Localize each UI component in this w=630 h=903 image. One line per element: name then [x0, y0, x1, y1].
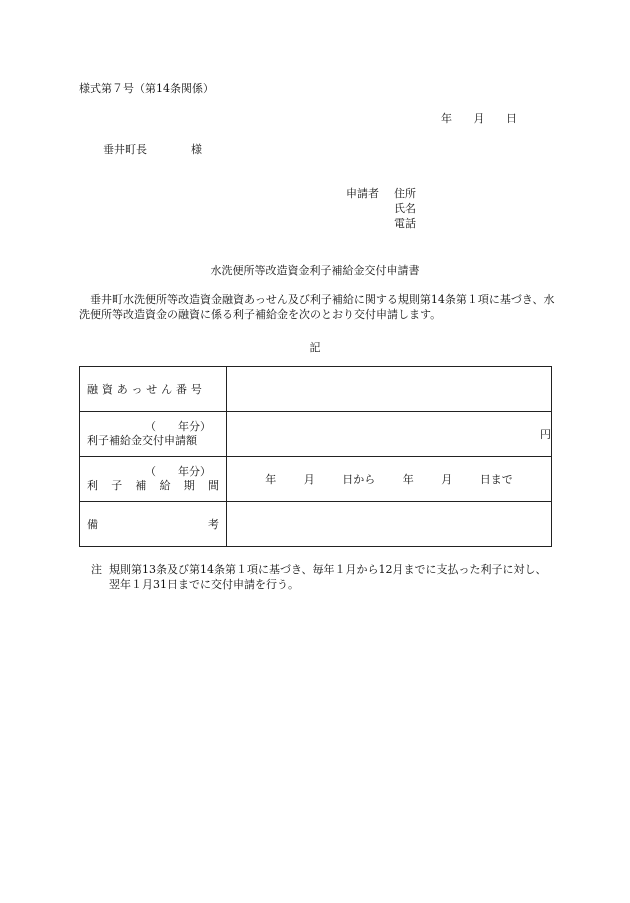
applicant-name-field[interactable]: 氏名: [394, 202, 416, 215]
subsidy-amount-title: 利子補給金交付申請額: [87, 434, 197, 447]
subsidy-amount-cell[interactable]: [227, 412, 552, 457]
remarks-label: 備 考: [80, 502, 227, 547]
ki-heading: 記: [309, 341, 321, 354]
date-month: 月: [473, 112, 485, 125]
yen-unit: 円: [540, 428, 551, 441]
date-line: [441, 110, 535, 126]
subsidy-period-label: [80, 457, 227, 502]
remarks-cell[interactable]: [227, 502, 552, 547]
date-day: 日: [506, 112, 517, 125]
addressee-name: 垂井町長: [103, 143, 147, 156]
addressee-honorific: 様: [191, 143, 202, 156]
loan-number-label: 融資あっせん番号: [80, 367, 227, 412]
note: [79, 562, 557, 592]
loan-number-cell[interactable]: [227, 367, 552, 412]
table-row: [80, 367, 552, 412]
application-table: [79, 366, 552, 547]
table-row: [80, 412, 552, 457]
table-row: [80, 502, 552, 547]
subsidy-amount-year: （ 年分）: [145, 420, 211, 433]
body-text: 垂井町水洗便所等改造資金融資あっせん及び利子補給に関する規則第14条第１項に基づき、水洗便所等改造資金の融資に係る利子補給金を次のとおり交付申請します。: [79, 293, 555, 321]
date-year: 年: [441, 112, 452, 125]
document-title: 水洗便所等改造資金利子補給金交付申請書: [210, 264, 420, 277]
applicant-label: 申請者: [346, 187, 379, 200]
applicant-block: [346, 186, 416, 231]
form-number: 様式第７号（第14条関係）: [79, 82, 214, 95]
subsidy-period-cell[interactable]: 年 月 日から 年 月 日まで: [227, 457, 552, 502]
subsidy-period-title: 利 子 補 給 期 間: [87, 479, 219, 492]
applicant-phone-field[interactable]: 電話: [394, 217, 416, 230]
applicant-address-field[interactable]: 住所: [394, 187, 416, 200]
addressee: [103, 141, 202, 157]
subsidy-period-year: （ 年分）: [145, 465, 211, 478]
subsidy-amount-label: [80, 412, 227, 457]
note-label: 注: [91, 563, 102, 576]
table-row: [80, 457, 552, 502]
note-text: 規則第13条及び第14条第１項に基づき、毎年１月から12月までに支払った利子に対し、翌年１月31日までに交付申請を行う。: [109, 563, 547, 591]
